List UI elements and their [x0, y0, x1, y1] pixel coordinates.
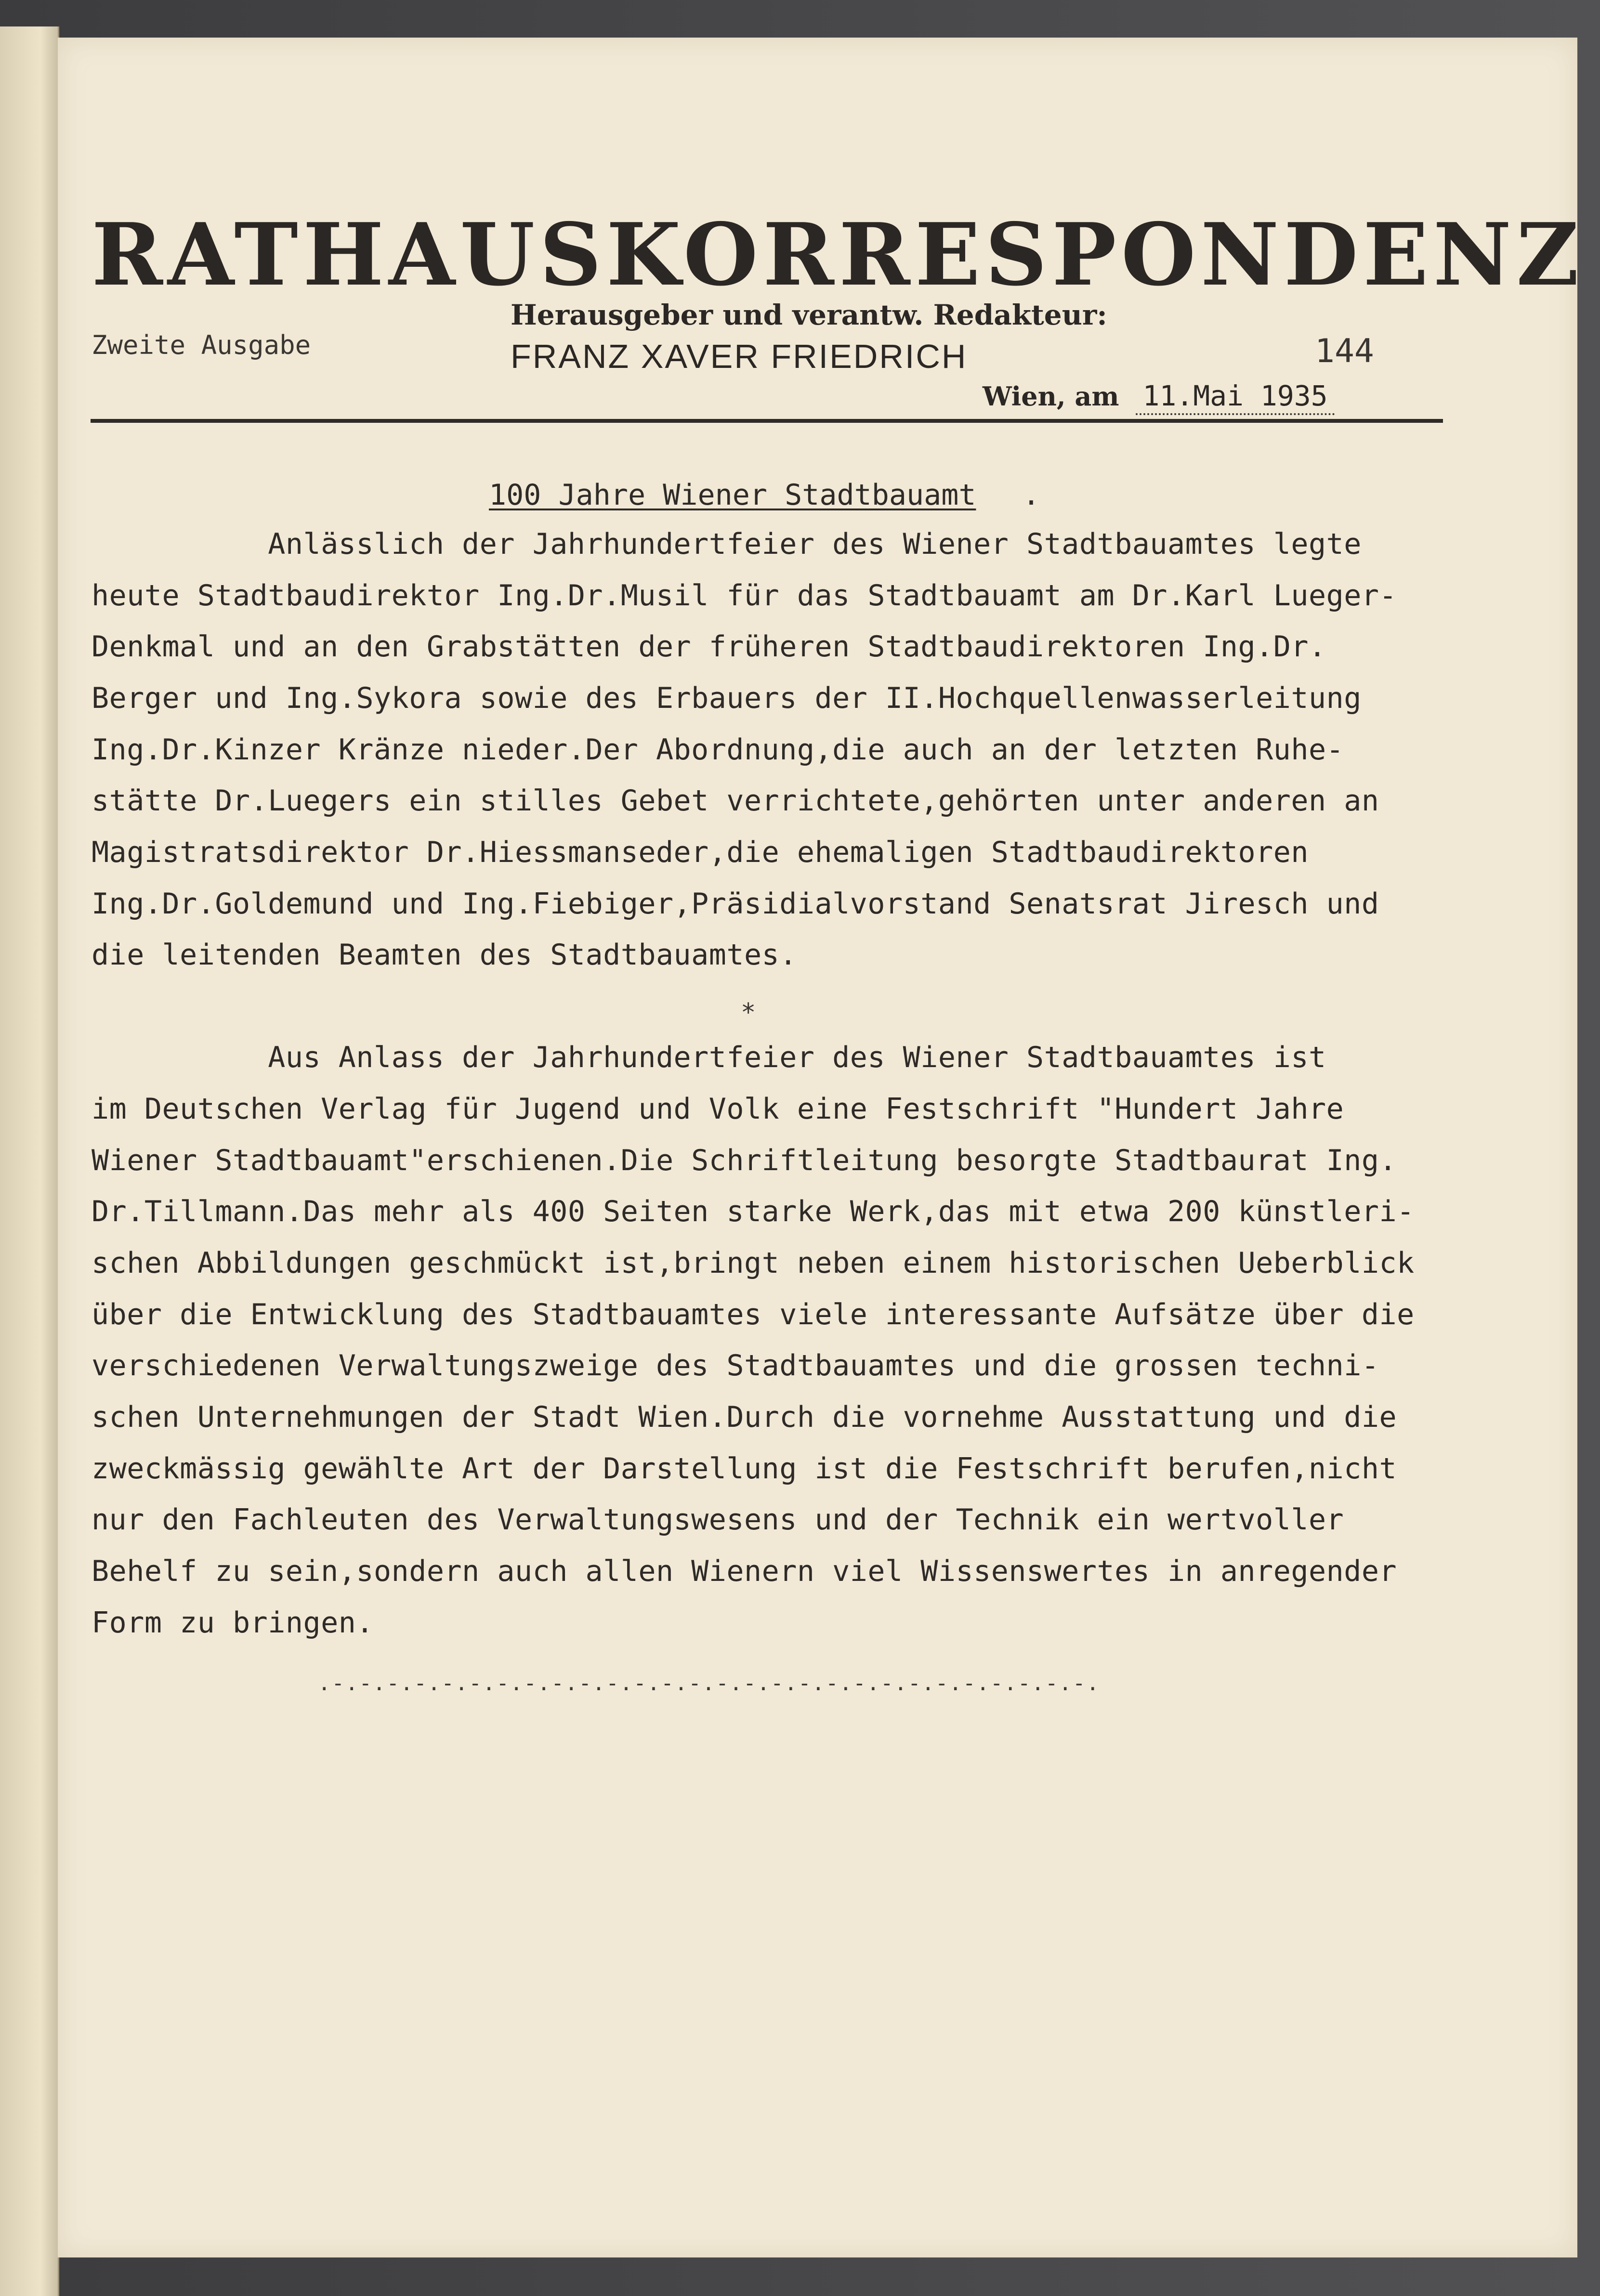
article-title-period: .: [1023, 478, 1040, 512]
publisher-name: FRANZ XAVER FRIEDRICH: [511, 338, 968, 375]
paragraph1-line: die leitenden Beamten des Stadtbauamtes.: [92, 938, 797, 972]
paragraph1-line: Berger und Ing.Sykora sowie des Erbauers der II.Hochquellenwasserleitung: [92, 681, 1362, 715]
paragraph2-line: Behelf zu sein,sondern auch allen Wienern viel Wissenswertes in anregender: [92, 1554, 1397, 1588]
paragraph1-line: Ing.Dr.Kinzer Kränze nieder.Der Abordnung,die auch an der letzten Ruhe-: [92, 733, 1344, 767]
paragraph2-line: schen Unternehmungen der Stadt Wien.Durch die vornehme Ausstattung und die: [92, 1400, 1397, 1434]
end-mark: .-.-.-.-.-.-.-.-.-.-.-.-.-.-.-.-.-.-.-.-.-.-.-.-.-.-.-.-.: [318, 1671, 1100, 1696]
paragraph2-line: über die Entwicklung des Stadtbauamtes viele interessante Aufsätze über die: [92, 1298, 1415, 1331]
paragraph2-line: verschiedenen Verwaltungszweige des Stadtbauamtes und die grossen techni-: [92, 1349, 1379, 1383]
issue-date: 11.Mai 1935: [1136, 379, 1334, 415]
section-separator: *: [741, 998, 756, 1027]
paragraph1-line: Denkmal und an den Grabstätten der früheren Stadtbaudirektoren Ing.Dr.: [92, 630, 1326, 664]
paragraph1-line: Anlässlich der Jahrhundertfeier des Wiener Stadtbauamtes legte: [92, 527, 1362, 561]
article-title: 100 Jahre Wiener Stadtbauamt: [489, 478, 976, 512]
paragraph1-line: stätte Dr.Luegers ein stilles Gebet verrichtete,gehörten unter anderen an: [92, 784, 1379, 818]
paragraph2-line: schen Abbildungen geschmückt ist,bringt neben einem historischen Ueberblick: [92, 1246, 1415, 1280]
masthead-title: RATHAUSKORRESPONDENZ: [92, 204, 1584, 305]
paragraph2-line: Aus Anlass der Jahrhundertfeier des Wiener Stadtbauamtes ist: [92, 1041, 1326, 1074]
paragraph2-line: im Deutschen Verlag für Jugend und Volk eine Festschrift "Hundert Jahre: [92, 1092, 1344, 1126]
paragraph1-line: Ing.Dr.Goldemund und Ing.Fiebiger,Präsidialvorstand Senatsrat Jiresch und: [92, 887, 1379, 921]
paragraph2-line: Wiener Stadtbauamt"erschienen.Die Schriftleitung besorgte Stadtbaurat Ing.: [92, 1144, 1397, 1177]
paragraph2-line: Dr.Tillmann.Das mehr als 400 Seiten starke Werk,das mit etwa 200 künstleri-: [92, 1195, 1415, 1228]
paragraph2-line: zweckmässig gewählte Art der Darstellung ist die Festschrift berufen,nicht: [92, 1452, 1397, 1486]
edition-label: Zweite Ausgabe: [92, 330, 311, 360]
paragraph2-line: Form zu bringen.: [92, 1606, 374, 1640]
header-rule: [91, 419, 1443, 423]
place-date: [983, 379, 1335, 412]
paragraph1-line: heute Stadtbaudirektor Ing.Dr.Musil für das Stadtbauamt am Dr.Karl Lueger-: [92, 579, 1397, 613]
paragraph2-line: nur den Fachleuten des Verwaltungswesens und der Technik ein wertvoller: [92, 1503, 1344, 1537]
publisher-label: Herausgeber und verantw. Redakteur:: [511, 299, 1107, 331]
paragraph1-line: Magistratsdirektor Dr.Hiessmanseder,die ehemaligen Stadtbaudirektoren: [92, 835, 1309, 869]
place-label: Wien, am: [983, 381, 1119, 412]
issue-number: 144: [1315, 332, 1374, 370]
previous-page-edge: [0, 26, 59, 2296]
